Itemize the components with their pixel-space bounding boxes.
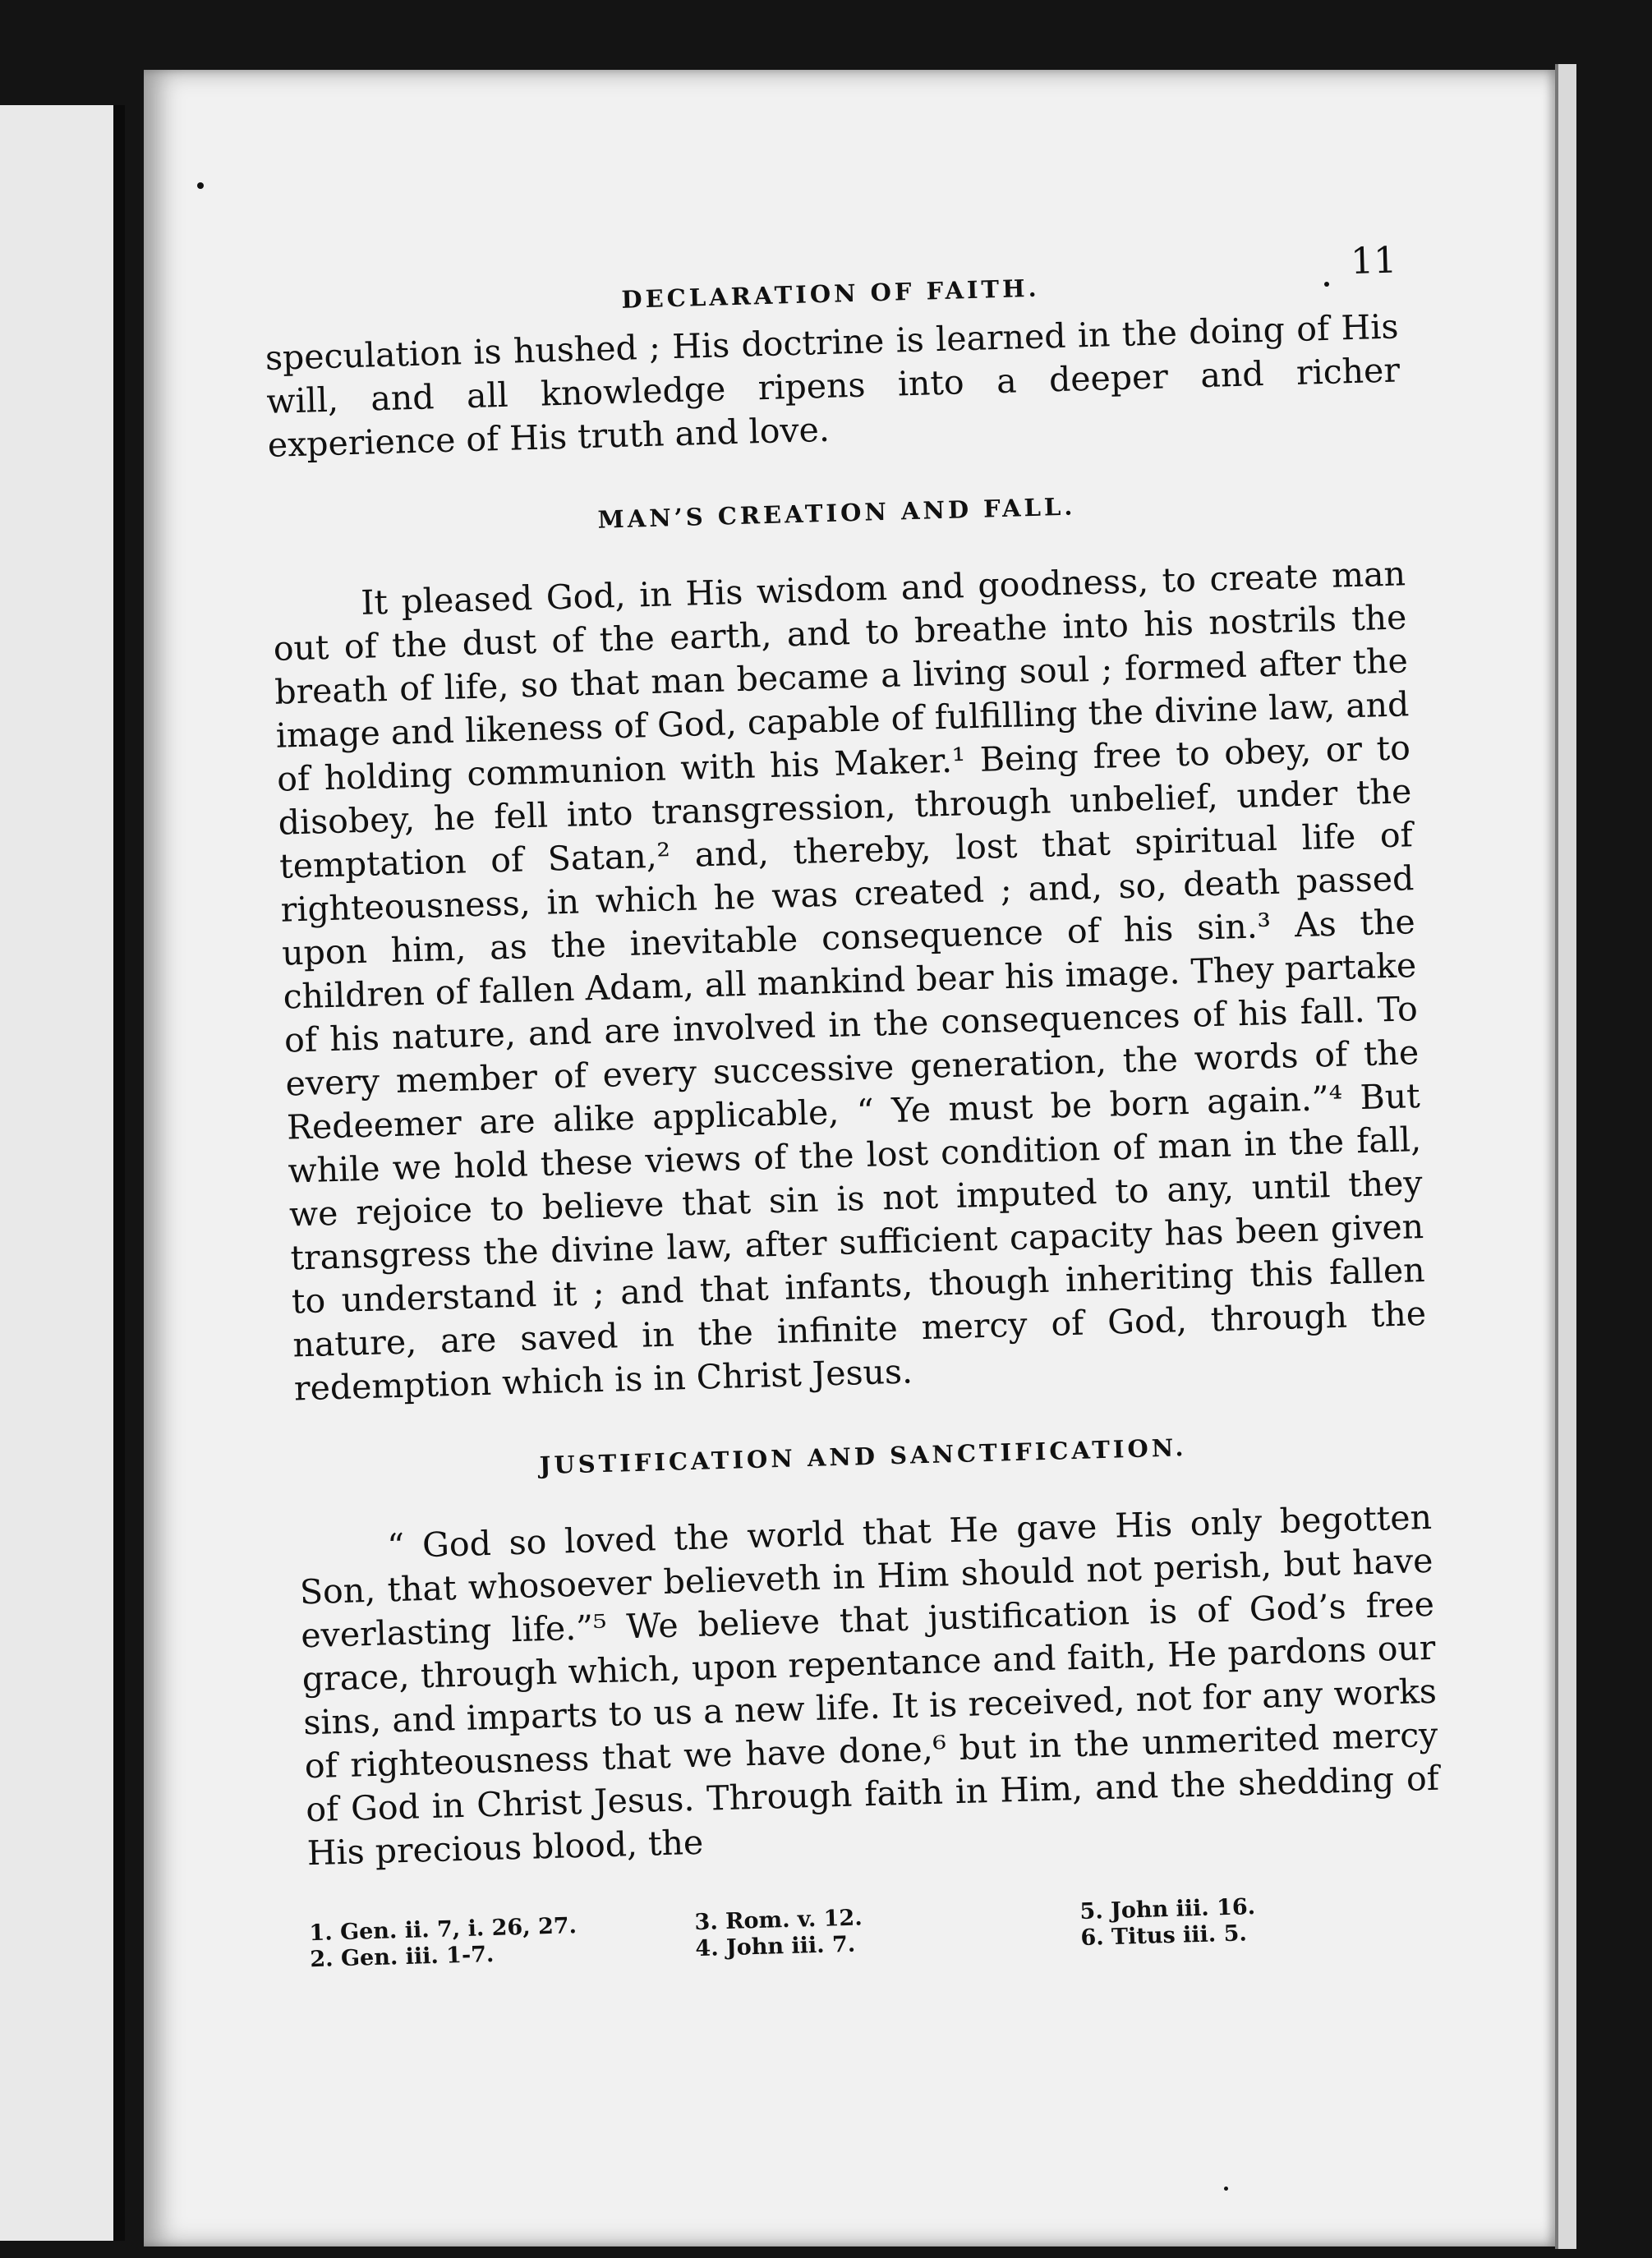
ink-speck — [1224, 2187, 1228, 2191]
footnote: 4. John iii. 7. — [695, 1931, 856, 1962]
footnote: 5. John iii. 16. — [1079, 1894, 1256, 1925]
footnote: 6. Titus iii. 5. — [1080, 1920, 1248, 1951]
page-edge-strip — [1555, 64, 1576, 2249]
justification-heading: JUSTIFICATION AND SANCTIFICATION. — [539, 1433, 1187, 1480]
footnote-column — [309, 1911, 673, 1973]
page-number: 11 — [1350, 239, 1397, 283]
footnote: 3. Rom. v. 12. — [694, 1905, 863, 1936]
creation-heading: MAN’S CREATION AND FALL. — [597, 492, 1076, 534]
footnote: 1. Gen. ii. 7, i. 26, 27. — [309, 1913, 578, 1947]
creation-paragraph: It pleased God, in His wisdom and goodness, to create man out of the dust of the earth, and to breathe into his nostrils the breath of life, so that man became a living soul ; formed after the image and likeness of God, capable of fulfilling the divine law, and of holding communion with his Maker.¹ Being free to obey, or to disobey, he fell into transgression, through unbelief, under the temptation of Satan,² and, thereby, lost that spiritual life of righteousness, in which he was created ; and, so, death passed upon him, as the inevitable consequence of his sin.³ As the children of fallen Adam, all mankind bear his image. They partake of his nature, and are involved in the consequences of his fall. To every member of every successive generation, the words of the Redeemer are alike applicable, “ Ye must be born again.”⁴ But while we hold these views of the lost condition of man in the fall, we rejoice to believe that sin is not imputed to any, until they transgress the divine law, after sufficient capacity has been given to understand it ; and that infants, though inheriting this fallen nature, are saved in the infinite mercy of God, through the redemption which is in Christ Jesus. — [273, 554, 1427, 1409]
facing-page-edge — [0, 105, 125, 2241]
ink-speck — [197, 182, 204, 189]
footnote: 2. Gen. iii. 1-7. — [309, 1941, 495, 1973]
justification-paragraph: “ God so loved the world that He gave His only begotten Son, that whosoever believeth in Him should not perish, but have everlasting life.”⁵ We believe that justification is of God’s free grace, through which, upon repentance and faith, He pardons our sins, and imparts to us a new life. It is received, not for any works of righteousness that we have done,⁶ but in the unmerited mercy of God in Christ Jesus. Through faith in Him, and the shedding of His precious blood, the — [299, 1497, 1440, 1874]
page-text-block — [263, 239, 1443, 1973]
footnote-column — [694, 1900, 1058, 1962]
footnote-column — [1079, 1889, 1443, 1952]
intro-paragraph: speculation is hushed ; His doctrine is learned in the doing of His will, and all knowledge ripens into a deeper and richer experience of His truth and love. — [265, 306, 1401, 465]
running-title: DECLARATION OF FAITH. — [621, 274, 1041, 314]
